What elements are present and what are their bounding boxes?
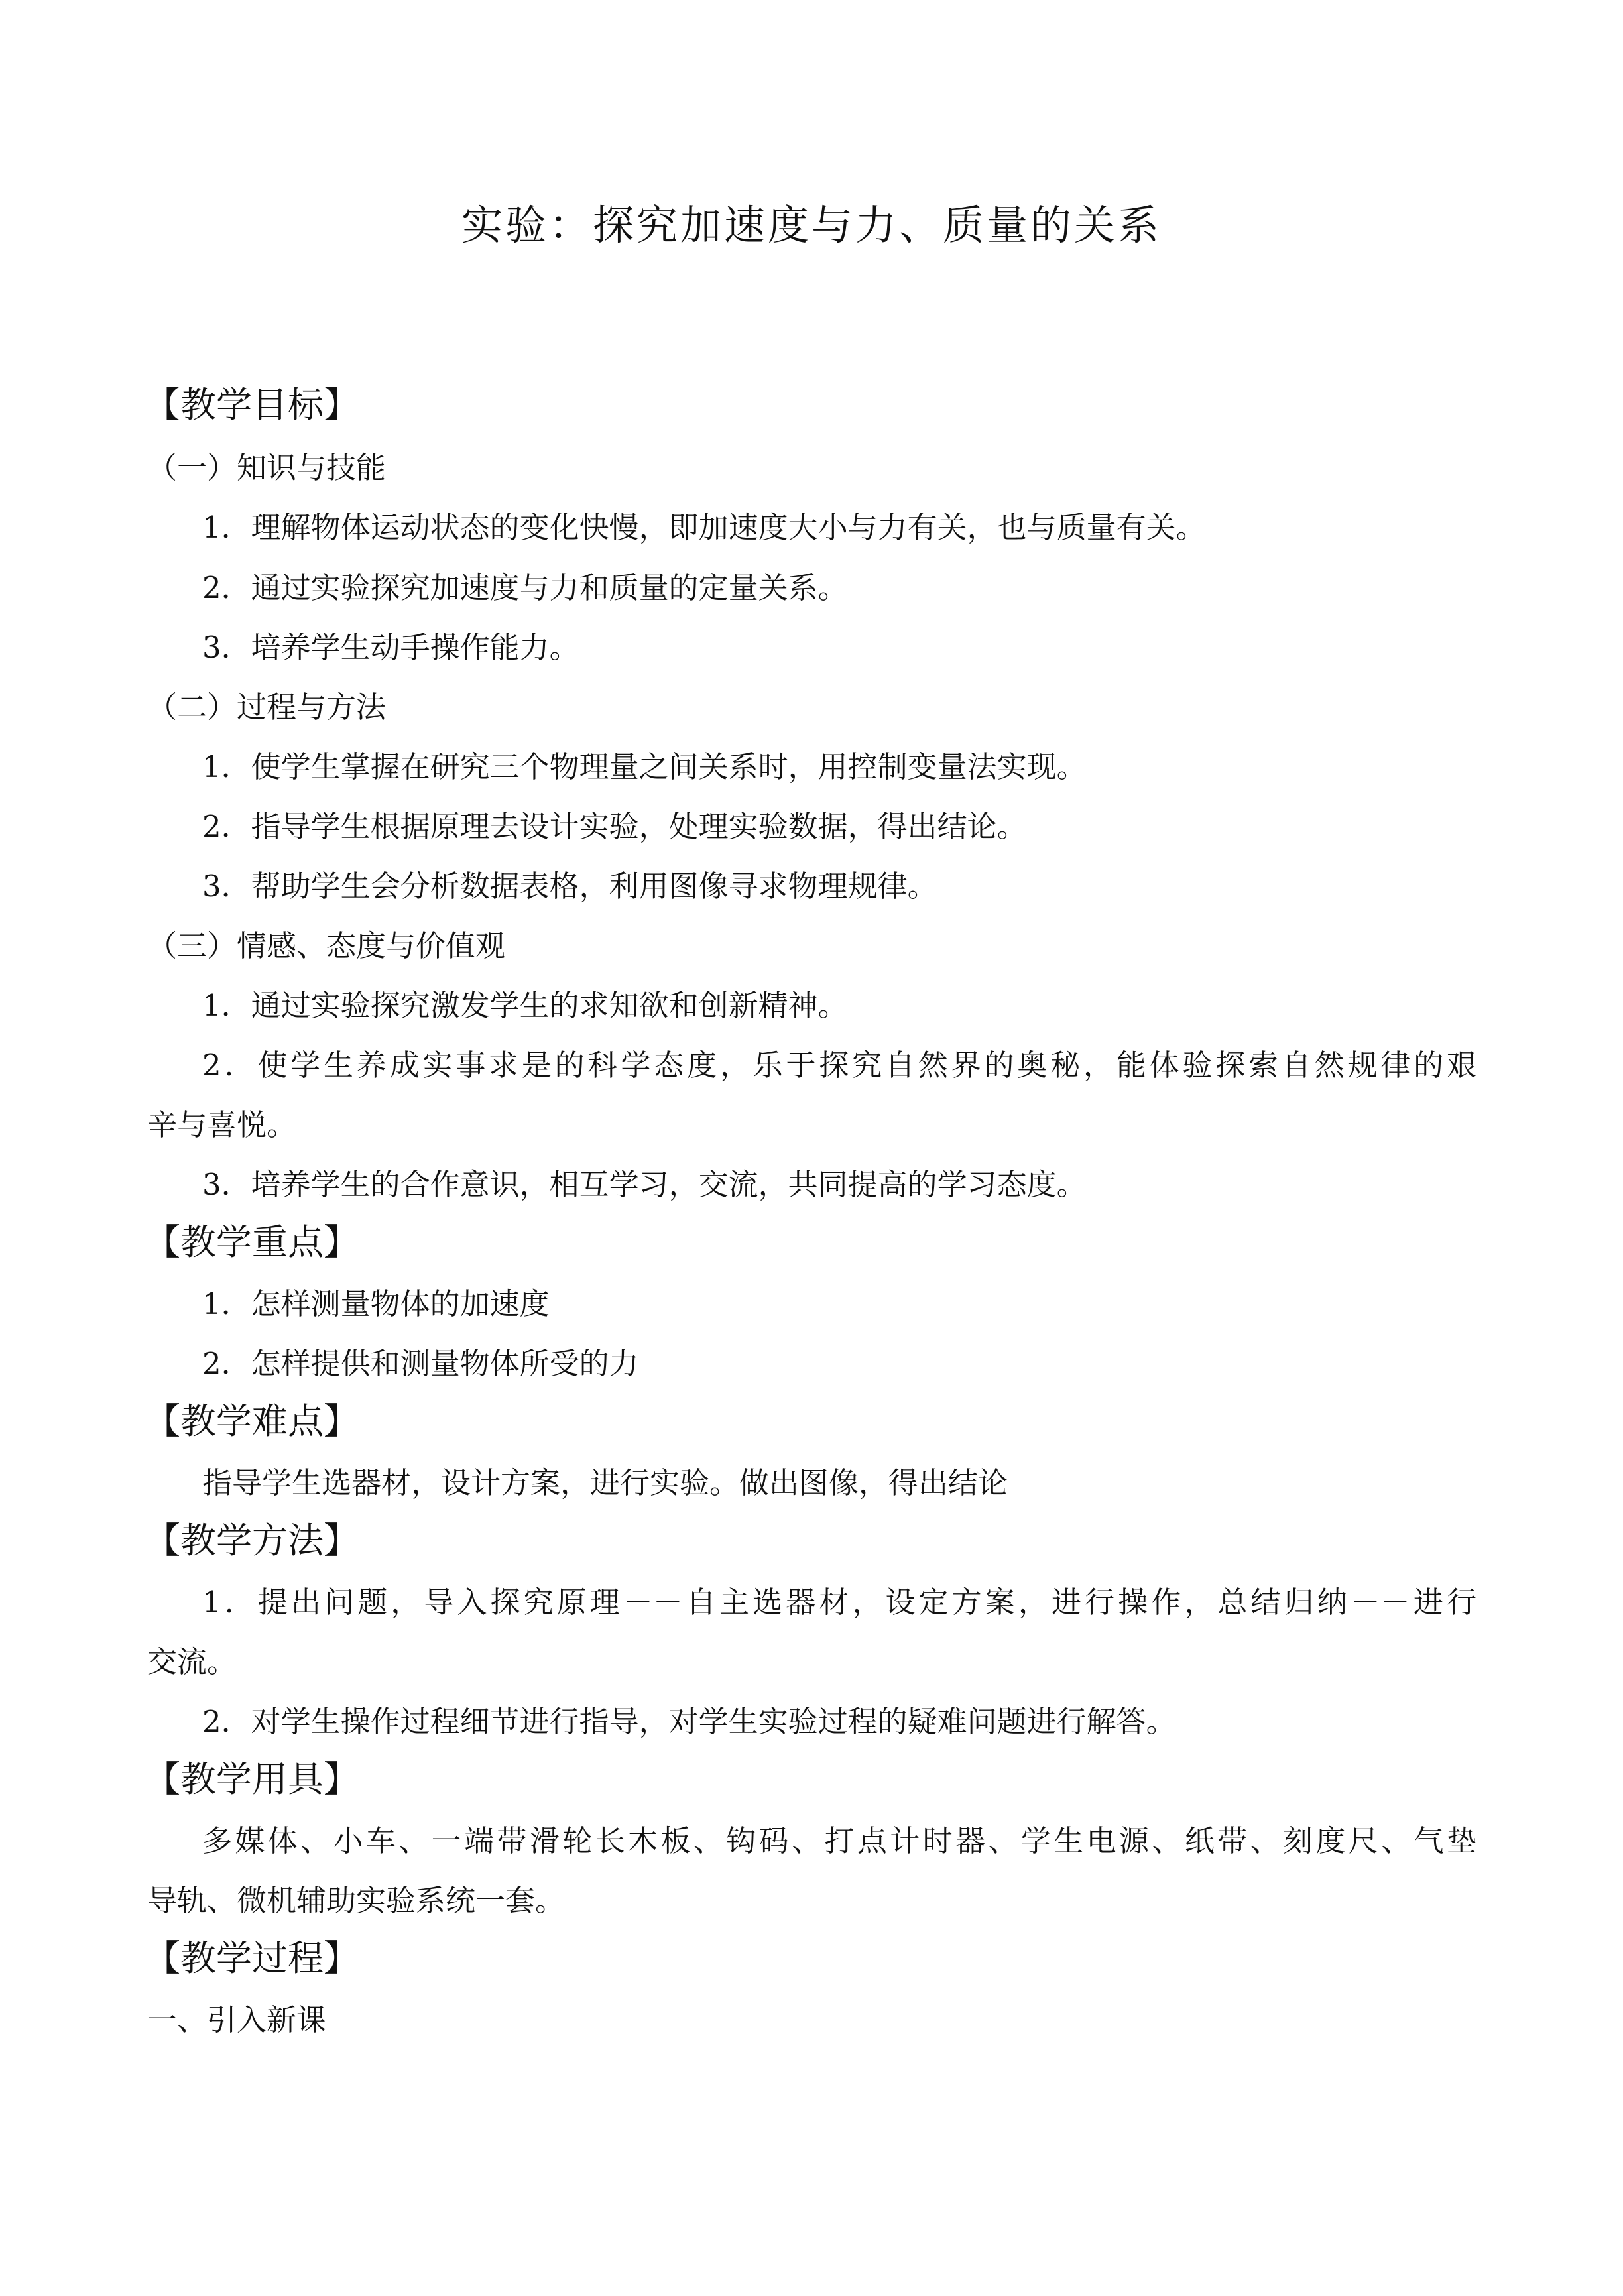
section-heading-difficulties: 【教学难点】 [145,1400,359,1442]
list-item: 1．通过实验探究激发学生的求知欲和创新精神。 [202,988,848,1023]
list-item: 2．怎样提供和测量物体所受的力 [202,1346,639,1381]
list-item: 3．帮助学生会分析数据表格，利用图像寻求物理规律。 [202,869,937,904]
document-title: 实验：探究加速度与力、质量的关系 [461,201,1162,249]
section-heading-tools: 【教学用具】 [145,1758,359,1800]
subsection-label-process: （二）过程与方法 [147,690,387,725]
list-item: 2．指导学生根据原理去设计实验，处理实验数据，得出结论。 [202,809,1027,844]
list-item: 1．怎样测量物体的加速度 [202,1286,550,1321]
subsection-label-knowledge: （一）知识与技能 [147,450,387,485]
section-heading-teaching-process: 【教学过程】 [145,1937,359,1979]
list-item: 3．培养学生的合作意识，相互学习，交流，共同提高的学习态度。 [202,1167,1087,1202]
list-item: 2．通过实验探究加速度与力和质量的定量关系。 [202,570,848,605]
section-heading-methods: 【教学方法】 [145,1520,359,1561]
subsection-label-emotion: （三）情感、态度与价值观 [147,928,506,963]
subsection-label-introduction: 一、引入新课 [147,2002,327,2037]
list-item: 3．培养学生动手操作能力。 [202,630,579,665]
paragraph-text: 多媒体、小车、一端带滑轮长木板、钩码、打点计时器、学生电源、纸带、刻度尺、气垫 [202,1823,1476,1858]
list-item-continuation: 辛与喜悦。 [147,1107,297,1142]
section-heading-key-points: 【教学重点】 [145,1221,359,1263]
paragraph-text: 指导学生选器材，设计方案，进行实验。做出图像，得出结论 [202,1465,1008,1500]
list-item-continuation: 交流。 [147,1644,237,1679]
section-heading-objectives: 【教学目标】 [145,384,359,426]
list-item: 2．对学生操作过程细节进行指导，对学生实验过程的疑难问题进行解答。 [202,1704,1176,1739]
list-item: 1．理解物体运动状态的变化快慢，即加速度大小与力有关，也与质量有关。 [202,510,1206,545]
paragraph-text-continuation: 导轨、微机辅助实验系统一套。 [147,1883,566,1918]
list-item: 1．提出问题，导入探究原理－－自主选器材，设定方案，进行操作，总结归纳－－进行 [202,1585,1476,1620]
list-item: 1．使学生掌握在研究三个物理量之间关系时，用控制变量法实现。 [202,749,1087,784]
list-item: 2．使学生养成实事求是的科学态度，乐于探究自然界的奥秘，能体验探索自然规律的艰 [202,1048,1476,1083]
